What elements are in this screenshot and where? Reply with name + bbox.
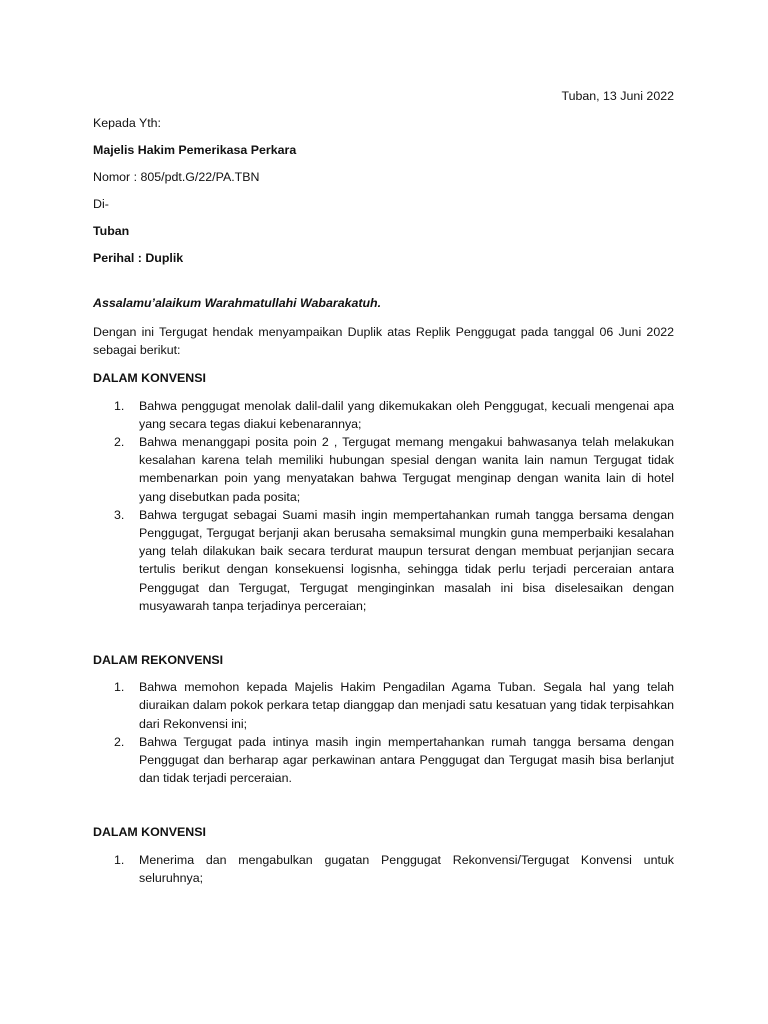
list-item-text: Bahwa menanggapi posita poin 2 , Tergugat memang mengakui bahwasanya telah melakukan kesalahan karena telah memiliki hubungan spesial dengan wanita lain namun Tergugat tidak membenarkan poin yang menyatakan bahwa Tergugat menginap dengan wanita lain di hotel yang disebutkan pada posita; — [139, 435, 674, 504]
list-item — [93, 733, 674, 788]
list-item-text: Bahwa memohon kepada Majelis Hakim Pengadilan Agama Tuban. Segala hal yang telah diuraikan dalam pokok perkara tetap dianggap dan menjadi satu kesatuan yang tidak terpisahkan dari Rekonvensi ini; — [139, 680, 674, 731]
list-item-text: Bahwa tergugat sebagai Suami masih ingin mempertahankan rumah tangga bersama dengan Penggugat, Tergugat berjanji akan berusaha semaksimal mungkin guna memperbaiki kesalahan yang telah dilakukan baik secara terdurat maupun tersurat dengan membuat perjanjian secara tertulis berikut dengan konsekuensi logisnha, sehingga tidak perlu terjadi perceraian antara Penggugat dan Tergugat, Tergugat menginginkan masalah ini bisa diselesaikan dengan musyawarah tanpa terjadinya perceraian; — [139, 507, 674, 613]
salutation-to: Kepada Yth: — [93, 116, 161, 130]
letter-date: Tuban, 13 Juni 2022 — [561, 89, 674, 103]
list-number: 1. — [114, 852, 125, 867]
list-number: 1. — [114, 398, 125, 413]
section-title-konvensi-2: DALAM KONVENSI — [93, 825, 206, 840]
list-item — [93, 678, 674, 733]
list-number: 2. — [114, 435, 125, 450]
intro-paragraph: Dengan ini Tergugat hendak menyampaikan Duplik atas Replik Penggugat pada tanggal 06 Juni 2022 sebagai berikut: — [93, 325, 674, 358]
recipient: Majelis Hakim Pemerikasa Perkara — [93, 143, 297, 157]
section-konvensi-list — [93, 397, 674, 615]
list-number: 2. — [114, 734, 125, 749]
subject: Perihal : Duplik — [93, 251, 184, 265]
list-item — [93, 506, 674, 615]
list-number: 3. — [114, 507, 125, 522]
list-item — [93, 851, 674, 887]
list-item — [93, 397, 674, 433]
list-item-text: Bahwa Tergugat pada intinya masih ingin mempertahankan rumah tangga bersama dengan Penggugat dan berharap agar perkawinan antara Penggugat dan Tergugat masih bisa berlanjut dan tidak terjadi perceraian. — [139, 734, 674, 786]
place: Tuban — [93, 224, 130, 238]
list-item — [93, 433, 674, 506]
list-item-text: Bahwa penggugat menolak dalil-dalil yang dikemukakan oleh Penggugat, kecuali mengenai apa yang secara tegas diakui kebenarannya; — [139, 398, 674, 431]
di-line: Di- — [93, 197, 109, 211]
section-rekonvensi-list — [93, 678, 674, 787]
section-title-konvensi: DALAM KONVENSI — [93, 371, 206, 386]
section-title-rekonvensi: DALAM REKONVENSI — [93, 653, 224, 668]
list-item-text: Menerima dan mengabulkan gugatan Penggugat Rekonvensi/Tergugat Konvensi untuk seluruhnya; — [139, 852, 674, 885]
greeting: Assalamu’alaikum Warahmatullahi Wabarakatuh. — [93, 296, 382, 310]
case-number: Nomor : 805/pdt.G/22/PA.TBN — [93, 170, 260, 184]
letter-body — [93, 114, 674, 887]
list-number: 1. — [114, 680, 125, 695]
section-konvensi-2-list — [93, 851, 674, 887]
